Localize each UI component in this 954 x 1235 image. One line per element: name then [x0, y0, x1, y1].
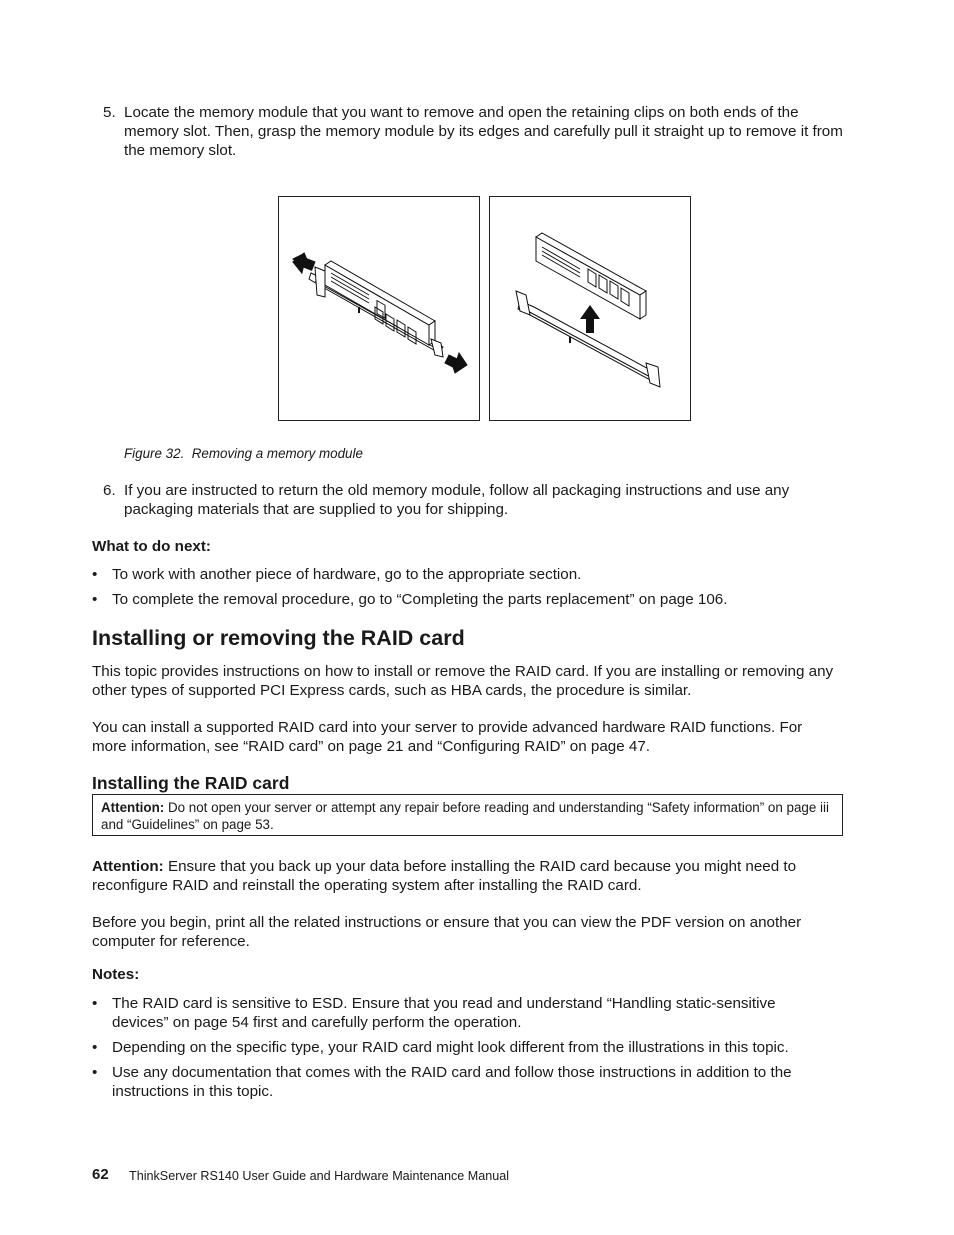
list-item: [92, 565, 832, 584]
list-item-text: To work with another piece of hardware, go to the appropriate section.: [112, 566, 582, 583]
attention-text: Ensure that you back up your data before installing the RAID card because you might need to reconfigure RAID and reinstall the operating system after installing the RAID card.: [92, 858, 797, 894]
list-item: [92, 1038, 832, 1057]
step-text: If you are instructed to return the old memory module, follow all packaging instructions and use any packaging materials that are supplied to you for shipping.: [124, 482, 790, 518]
section-intro-paragraph: This topic provides instructions on how to install or remove the RAID card. If you are installing or removing any other types of supported PCI Express cards, such as HBA cards, the procedure is similar.: [92, 663, 834, 699]
list-item: [92, 590, 832, 609]
bullet-icon: •: [92, 566, 98, 583]
page-number: 62: [92, 1166, 109, 1183]
notice-text: Do not open your server or attempt any repair before reading and understanding “Safety information” on page iii and “Guidelines” on page 53.: [101, 800, 829, 832]
step-text: Locate the memory module that you want to remove and open the retaining clips on both ends of the memory slot. Then, grasp the memory module by its edges and carefully pull it straight up to remove it from the memory slot.: [124, 104, 843, 159]
bullet-icon: •: [92, 1039, 98, 1056]
section-title: Installing or removing the RAID card: [92, 626, 465, 650]
memory-remove-illustration: [490, 197, 690, 420]
list-item-text: Use any documentation that comes with the RAID card and follow those instructions in addition to the instructions in this topic.: [112, 1064, 792, 1100]
figure-panel-open-clips: [278, 196, 480, 421]
bullet-icon: •: [92, 995, 98, 1012]
notes-heading: Notes:: [92, 966, 140, 983]
what-next-heading: What to do next:: [92, 538, 211, 555]
attention-paragraph: [92, 857, 837, 895]
list-item-text: The RAID card is sensitive to ESD. Ensure that you read and understand “Handling static-sensitive devices” on page 54 first and carefully perform the operation.: [112, 995, 776, 1031]
attention-label: Attention:: [92, 858, 164, 875]
footer-title: ThinkServer RS140 User Guide and Hardware Maintenance Manual: [129, 1169, 510, 1183]
memory-clip-open-illustration: [279, 197, 479, 420]
step-5: [103, 103, 843, 160]
before-you-begin-paragraph: Before you begin, print all the related instructions or ensure that you can view the PDF version on another computer for reference.: [92, 914, 802, 950]
step-number: 6.: [103, 482, 116, 499]
figure-caption: [124, 446, 363, 461]
list-item: [92, 1063, 812, 1101]
notice-label: Attention:: [101, 800, 165, 815]
safety-notice-box: [92, 794, 843, 836]
bullet-icon: •: [92, 591, 98, 608]
subsection-title: Installing the RAID card: [92, 773, 290, 793]
section-raid-paragraph: You can install a supported RAID card into your server to provide advanced hardware RAID functions. For more information, see “RAID card” on page 21 and “Configuring RAID” on page 47.: [92, 719, 803, 755]
step-6: [103, 481, 843, 519]
list-item: [92, 994, 812, 1032]
figure-caption-text: Removing a memory module: [191, 446, 363, 461]
list-item-text: Depending on the specific type, your RAID card might look different from the illustrations in this topic.: [112, 1039, 789, 1056]
figure-caption-label: Figure 32.: [124, 446, 185, 461]
bullet-icon: •: [92, 1064, 98, 1081]
step-number: 5.: [103, 104, 116, 121]
list-item-text: To complete the removal procedure, go to “Completing the parts replacement” on page 106.: [112, 591, 728, 608]
figure-panel-remove-module: [489, 196, 691, 421]
